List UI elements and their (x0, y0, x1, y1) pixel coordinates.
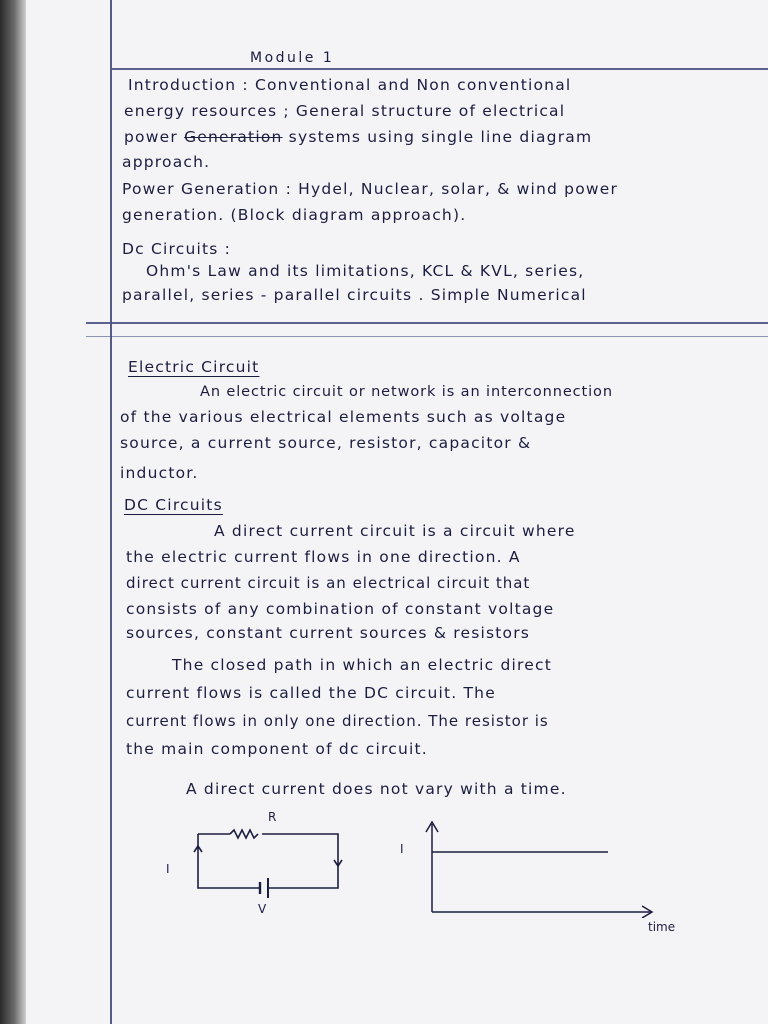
electric-circuit-line-1: An electric circuit or network is an interconnection (200, 384, 613, 400)
dc-paragraph-2-line-3: current flows in only one direction. The resistor is (126, 712, 549, 730)
syllabus-line-5: Power Generation : Hydel, Nuclear, solar, & wind power (122, 180, 619, 198)
current-time-graph (420, 818, 660, 918)
electric-circuit-line-4: inductor. (120, 464, 199, 482)
wire-right (262, 834, 338, 888)
scan-edge (0, 0, 26, 1024)
syllabus-line-2: energy resources ; General structure of electrical (124, 102, 566, 120)
syllabus-line-4: approach. (122, 153, 211, 171)
syllabus-line-8: Ohm's Law and its limitations, KCL & KVL, series, (146, 262, 585, 280)
margin-line (110, 0, 112, 1024)
syllabus-line-3-end: systems using single line diagram (288, 128, 593, 146)
electric-circuit-line-2: of the various electrical elements such as voltage (120, 408, 567, 426)
dc-paragraph-1-line-2: the electric current flows in one direction. A (126, 548, 521, 566)
struck-word: Generation (184, 128, 283, 146)
syllabus-line-9: parallel, series - parallel circuits . Simple Numerical (122, 286, 587, 304)
current-label: I (166, 862, 170, 876)
syllabus-line-1: Introduction : Conventional and Non conventional (128, 76, 572, 94)
wire-left (198, 834, 260, 888)
syllabus-line-3 (124, 128, 592, 146)
dc-paragraph-3: A direct current does not vary with a time. (186, 780, 567, 798)
dc-paragraph-2-line-1: The closed path in which an electric direct (172, 656, 553, 674)
graph-y-label: I (400, 842, 404, 856)
dc-paragraph-1-line-1: A direct current circuit is a circuit where (214, 522, 576, 540)
resistor-symbol (230, 830, 258, 838)
source-label: V (258, 902, 267, 916)
circuit-wires (194, 830, 342, 898)
syllabus-top-rule (112, 68, 768, 70)
dc-circuits-heading: DC Circuits (124, 496, 223, 514)
dc-circuit-diagram (190, 820, 350, 910)
dc-paragraph-2-line-2: current flows is called the DC circuit. The (126, 684, 496, 702)
dc-paragraph-2-line-4: the main component of dc circuit. (126, 740, 428, 758)
syllabus-line-7: Dc Circuits : (122, 240, 232, 258)
ruled-line (86, 336, 768, 337)
electric-circuit-line-3: source, a current source, resistor, capacitor & (120, 434, 532, 452)
syllabus-bottom-rule (86, 322, 768, 324)
dc-paragraph-1-line-5: sources, constant current sources & resistors (126, 624, 531, 642)
graph-x-label: time (648, 920, 676, 934)
electric-circuit-heading: Electric Circuit (128, 358, 260, 376)
resistor-label: R (268, 810, 277, 824)
syllabus-line-3-start: power (124, 128, 178, 146)
dc-paragraph-1-line-4: consists of any combination of constant voltage (126, 600, 555, 618)
module-title: Module 1 (250, 50, 335, 66)
syllabus-line-6: generation. (Block diagram approach). (122, 206, 467, 224)
dc-paragraph-1-line-3: direct current circuit is an electrical circuit that (126, 574, 531, 592)
